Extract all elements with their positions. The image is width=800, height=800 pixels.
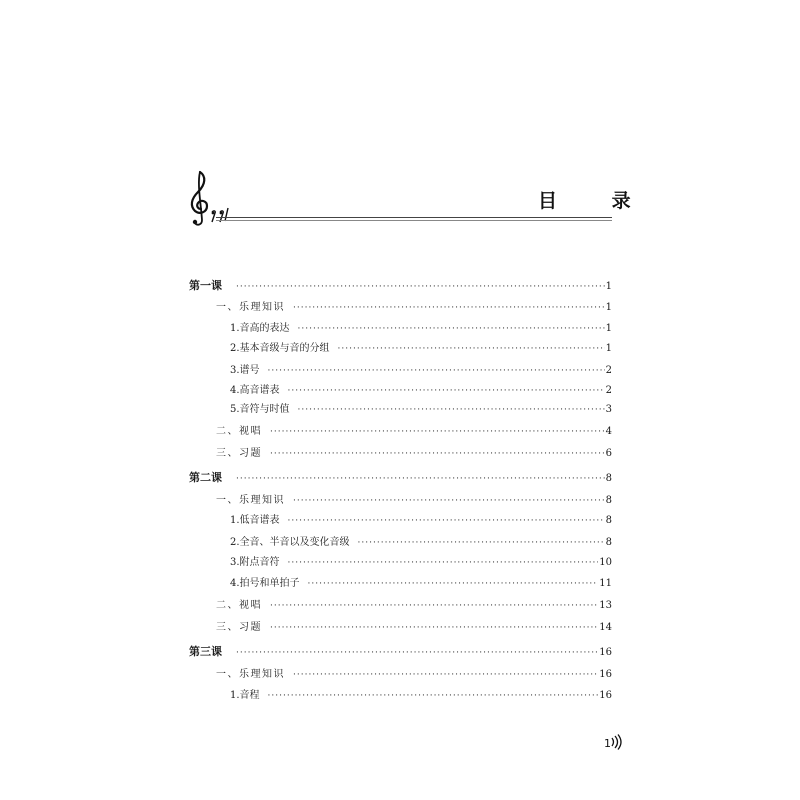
toc-entry-title: 5.音符与时值 [230,404,290,415]
toc-entry[interactable] [216,301,612,315]
toc-entry-title: 一、乐理知识 [216,302,285,313]
toc-entry-title: 3.谱号 [230,365,260,376]
toc-leader-dots [298,322,605,336]
toc-entry-page: 14 [599,622,612,633]
toc-leader-dots [358,536,605,550]
toc-leader-dots [288,384,605,398]
toc-leader-dots [288,514,605,528]
toc-entry[interactable] [216,599,612,613]
toc-leader-dots [293,494,605,508]
toc-entry-page: 4 [605,426,612,437]
toc-leader-dots [268,689,599,703]
toc-entry-title: 4.拍号和单拍子 [230,578,300,589]
toc-entry[interactable] [216,494,612,508]
toc-entry-title: 1.音程 [230,690,260,701]
toc-entry-page: 8 [605,495,612,506]
svg-text:1: 1 [604,737,611,750]
audio-wave-icon [604,734,622,750]
toc-entry-title: 一、乐理知识 [216,669,285,680]
toc-entry[interactable] [230,536,612,550]
toc-leader-dots [338,342,605,356]
toc-entry-page: 16 [599,690,612,701]
toc-entry[interactable] [189,279,612,293]
toc-entry[interactable] [230,689,612,703]
toc-entry-page: 2 [605,385,612,396]
toc-entry-title: 2.基本音级与音的分组 [230,343,330,354]
toc-entry[interactable] [230,514,612,528]
toc-entry[interactable] [216,621,612,635]
toc-entry[interactable] [216,447,612,461]
toc-entry-page: 3 [605,404,612,415]
toc-entry-title: 第一课 [189,279,222,292]
toc-entry-title: 三、习题 [216,448,262,459]
toc-entry-page: 8 [605,473,612,484]
toc-leader-dots [288,556,599,570]
toc-leader-dots [236,280,605,294]
toc-entry-page: 8 [605,515,612,526]
toc-entry-title: 1.低音谱表 [230,515,280,526]
toc-entry[interactable] [189,471,612,485]
toc-entry[interactable] [230,322,612,336]
toc-entry-title: 三、习题 [216,622,262,633]
toc-entry[interactable] [216,668,612,682]
toc-entry-page: 16 [599,669,612,680]
toc-leader-dots [270,621,598,635]
toc-entry-title: 1.音高的表达 [230,323,290,334]
toc-entry-page: 1 [605,281,612,292]
toc-entry[interactable] [230,342,612,356]
toc-entry-page: 6 [605,448,612,459]
toc-entry-title: 二、视唱 [216,600,262,611]
toc-entry[interactable] [230,577,612,591]
toc-entry-page: 16 [599,647,612,658]
toc-entry-title: 一、乐理知识 [216,495,285,506]
toc-leader-dots [236,472,605,486]
toc-leader-dots [293,301,605,315]
toc-entry-title: 第二课 [189,471,222,484]
toc-entry-title: 2.全音、半音以及变化音级 [230,537,350,548]
page-title: 目 录 [538,190,655,212]
toc-entry[interactable] [230,556,612,570]
toc-entry-page: 1 [605,343,612,354]
toc-entry-title: 第三课 [189,645,222,658]
toc-leader-dots [308,577,599,591]
toc-leader-dots [270,447,605,461]
toc-leader-dots [268,364,605,378]
toc-entry-page: 11 [599,578,612,589]
toc-entry[interactable] [216,425,612,439]
toc-entry-page: 8 [605,537,612,548]
toc-leader-dots [236,646,598,660]
toc-entry-title: 3.附点音符 [230,557,280,568]
toc-entry[interactable] [230,403,612,417]
toc-leader-dots [270,599,598,613]
toc-entry[interactable] [230,384,612,398]
toc-entry-page: 1 [605,302,612,313]
toc-entry-page: 10 [599,557,612,568]
toc-leader-dots [293,668,598,682]
toc-entry-page: 2 [605,365,612,376]
toc-entry-title: 二、视唱 [216,426,262,437]
toc-entry[interactable] [230,364,612,378]
toc-leader-dots [270,425,605,439]
toc-entry-title: 4.高音谱表 [230,385,280,396]
toc-leader-dots [298,403,605,417]
toc-entry-page: 1 [605,323,612,334]
toc-entry-page: 13 [599,600,612,611]
toc-entry[interactable] [189,645,612,659]
